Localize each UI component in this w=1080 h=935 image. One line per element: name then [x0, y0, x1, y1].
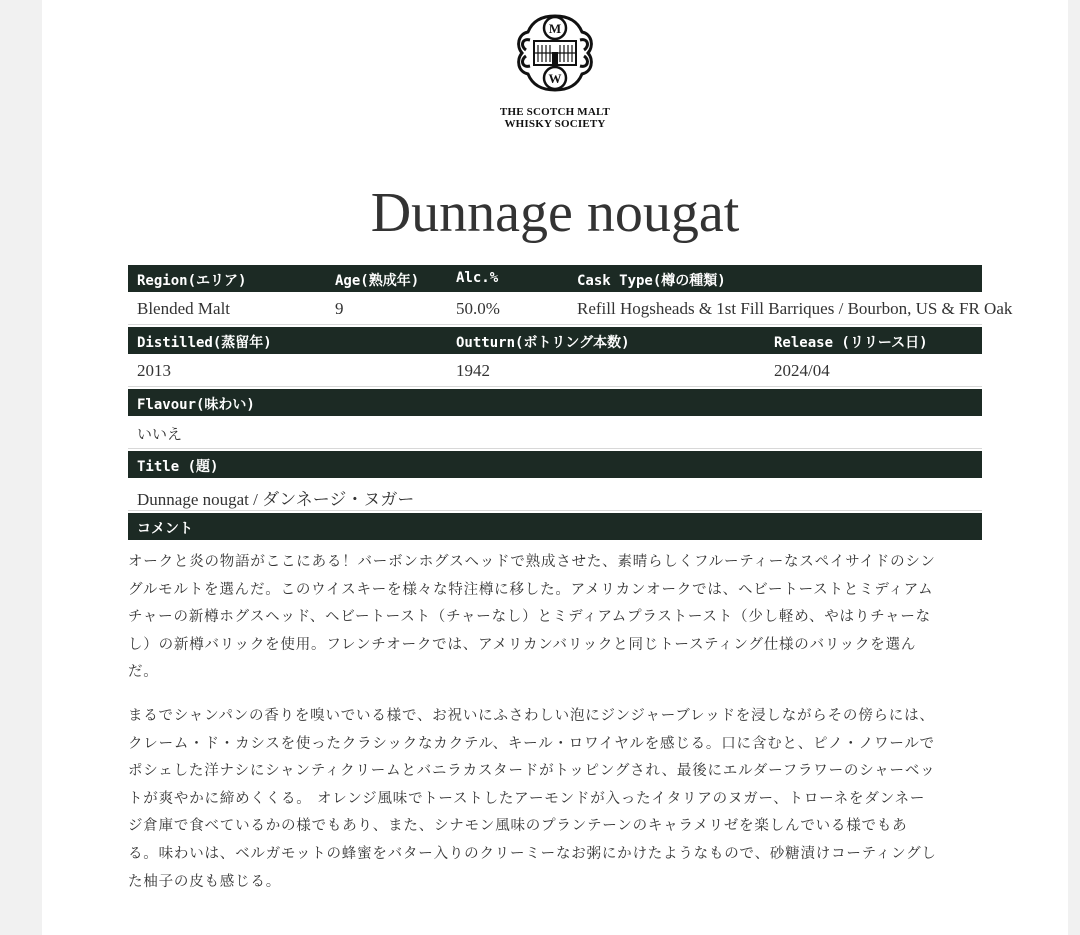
header-age: Age(熟成年) — [335, 273, 420, 289]
divider — [128, 324, 982, 325]
value-row-2 — [128, 354, 1068, 387]
value-release: 2024/04 — [774, 361, 830, 380]
value-row-1 — [128, 292, 1068, 325]
divider — [128, 386, 982, 387]
header-region: Region(エリア) — [137, 273, 247, 289]
header-distilled: Distilled(蒸留年) — [137, 335, 272, 351]
value-outturn: 1942 — [456, 361, 490, 380]
society-name-line2: WHISKY SOCIETY — [504, 118, 606, 130]
value-flavour: いいえ — [137, 425, 183, 443]
header-flavour: Flavour(味わい) — [137, 397, 255, 413]
value-title: Dunnage nougat / ダンネージ・ヌガー — [137, 490, 415, 509]
header-title: Title (題) — [137, 459, 219, 475]
value-distilled: 2013 — [137, 361, 171, 380]
header-outturn: Outturn(ボトリング本数) — [456, 335, 630, 351]
value-alc: 50.0% — [456, 299, 500, 318]
value-age: 9 — [335, 299, 344, 318]
header-comment-row — [128, 513, 982, 540]
value-title-row — [128, 478, 1068, 511]
society-name — [442, 106, 668, 130]
value-flavour-row — [128, 416, 1068, 449]
page-title: Dunnage nougat — [370, 182, 740, 244]
document-page — [42, 0, 1068, 935]
value-cask-type: Refill Hogsheads & 1st Fill Barriques / Bourbon, US & FR Oak — [577, 299, 1013, 318]
header-row-2 — [128, 327, 982, 354]
header-row-1 — [128, 265, 982, 292]
comment-paragraph-2: まるでシャンパンの香りを嗅いでいる様で、お祝いにふさわしい泡にジンジャーブレッドを浸しながらその傍らには、クレーム・ド・カシスを使ったクラシックなカクテル、キール・ロワイヤルを感じる。口に含むと、ピノ・ノワールでポシェした洋ナシにシャンティクリームとバニラカスタードがトッピングされ、最後にエルダーフラワーのシャーベットが爽やかに締めくくる。 オレンジ風味でトーストしたアーモンドが入ったイタリアのヌガー、トローネをダンネージ倉庫で食べているかの様でもあり、また、シナモン風味のプランテーンのキャラメリゼを楽しんでいる様でもある。味わいは、ベルガモットの蜂蜜をバター入りのクリーミーなお粥にかけたようなもので、砂糖漬けコーティングした柚子の皮も感じる。 — [128, 708, 937, 890]
value-region: Blended Malt — [137, 299, 231, 318]
header-alc: Alc.% — [456, 270, 499, 286]
header-title-row — [128, 451, 982, 478]
header-comment: コメント — [137, 521, 193, 537]
header-cask-type: Cask Type(樽の種類) — [577, 273, 726, 289]
society-name-line1: THE SCOTCH MALT — [499, 106, 611, 118]
logo-letter-m: M — [548, 21, 562, 36]
header-release: Release (リリース日) — [774, 335, 928, 351]
header-flavour-row — [128, 389, 982, 416]
divider — [128, 510, 982, 511]
divider — [128, 448, 982, 449]
logo-letter-w: W — [548, 71, 562, 86]
comment-paragraph-1: オークと炎の物語がここにある！バーボンホグスヘッドで熟成させた、素晴らしくフルーティーなスペイサイドのシングルモルトを選んだ。このウイスキーを様々な特注樽に移した。アメリカンオークでは、ヘビートーストとミディアムチャーの新樽ホグスヘッド、ヘビートースト（チャーなし）とミディアムプラストースト（少し軽め、やはりチャーなし）の新樽バリックを使用。フレンチオークでは、アメリカンバリックと同じトースティング仕様のバリックを選んだ。 — [128, 554, 936, 681]
society-logo — [512, 10, 598, 96]
